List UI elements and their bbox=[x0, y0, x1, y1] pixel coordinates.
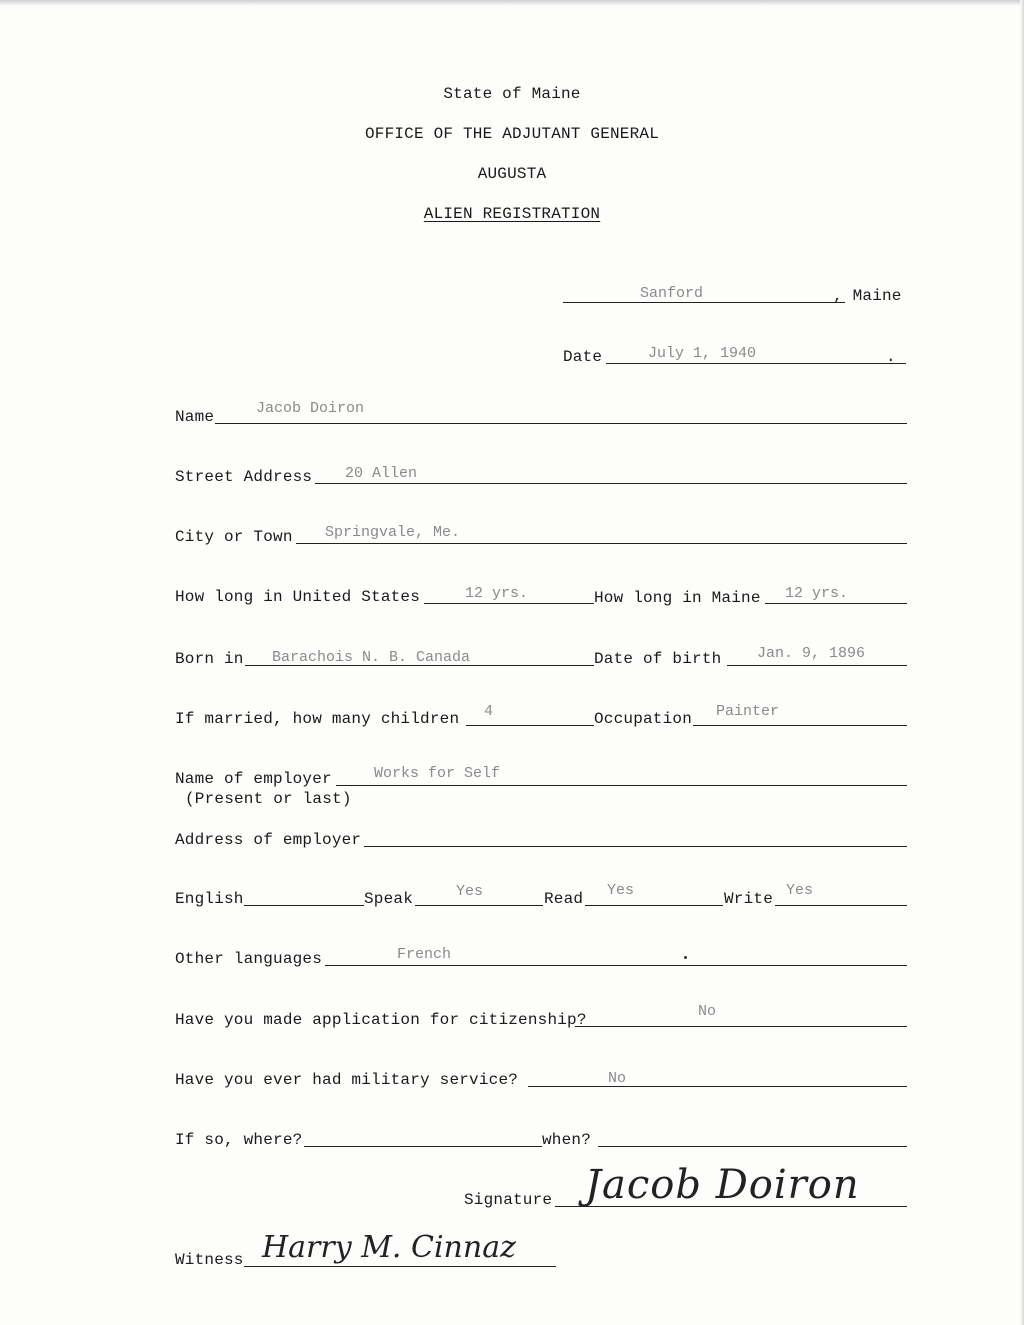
signature-label: Signature bbox=[464, 1191, 553, 1209]
where-line bbox=[304, 1146, 542, 1147]
employer-value: Works for Self bbox=[374, 765, 501, 782]
other-languages-value: French bbox=[397, 946, 452, 963]
name-value: Jacob Doiron bbox=[256, 400, 365, 417]
city-label: City or Town bbox=[175, 528, 293, 546]
us-duration-value: 12 yrs. bbox=[465, 585, 529, 602]
employer-address-label: Address of employer bbox=[175, 831, 362, 849]
us-duration-label: How long in United States bbox=[175, 588, 421, 606]
town-value: Sanford bbox=[640, 285, 704, 302]
city-value: Springvale, Me. bbox=[325, 524, 461, 541]
children-label: If married, how many children bbox=[175, 710, 460, 728]
citizenship-label: Have you made application for citizenship? bbox=[175, 1011, 587, 1029]
born-value: Barachois N. B. Canada bbox=[272, 649, 471, 666]
us-duration-line bbox=[424, 603, 594, 604]
dob-label: Date of birth bbox=[594, 650, 722, 668]
dob-value: Jan. 9, 1896 bbox=[757, 645, 866, 662]
children-value: 4 bbox=[484, 703, 494, 720]
date-end-period: . bbox=[886, 348, 896, 366]
employer-label: Name of employer bbox=[175, 770, 332, 788]
speak-line bbox=[415, 905, 543, 906]
read-label: Read bbox=[544, 890, 584, 908]
read-line bbox=[585, 905, 723, 906]
other-languages-line bbox=[325, 965, 907, 966]
born-label: Born in bbox=[175, 650, 244, 668]
speak-label: Speak bbox=[364, 890, 414, 908]
military-value: No bbox=[608, 1070, 627, 1087]
scan-top-edge bbox=[0, 0, 1024, 6]
office-heading: OFFICE OF THE ADJUTANT GENERAL bbox=[364, 125, 660, 143]
write-label: Write bbox=[724, 890, 774, 908]
other-languages-label: Other languages bbox=[175, 950, 323, 968]
street-value: 20 Allen bbox=[345, 465, 418, 482]
maine-duration-line bbox=[765, 603, 907, 604]
children-line bbox=[466, 725, 594, 726]
city-line bbox=[296, 543, 907, 544]
witness-line bbox=[244, 1266, 556, 1267]
english-label: English bbox=[175, 890, 244, 908]
dob-line bbox=[727, 665, 907, 666]
where-label: If so, where? bbox=[175, 1131, 303, 1149]
scan-right-edge bbox=[1020, 0, 1024, 1325]
occupation-label: Occupation bbox=[594, 710, 693, 728]
citizenship-value: No bbox=[698, 1003, 717, 1020]
maine-duration-label: How long in Maine bbox=[594, 589, 761, 607]
read-value: Yes bbox=[607, 882, 635, 899]
speak-value: Yes bbox=[456, 883, 484, 900]
witness-label: Witness bbox=[175, 1251, 244, 1269]
when-line bbox=[598, 1146, 907, 1147]
stray-mark bbox=[684, 956, 687, 959]
form-title: ALIEN REGISTRATION bbox=[423, 205, 601, 223]
employer-sublabel: (Present or last) bbox=[185, 790, 352, 808]
state-heading: State of Maine bbox=[443, 85, 581, 103]
maine-duration-value: 12 yrs. bbox=[785, 585, 849, 602]
city-heading: AUGUSTA bbox=[477, 165, 547, 183]
name-line bbox=[215, 423, 907, 424]
name-label: Name bbox=[175, 408, 215, 426]
town-line bbox=[563, 302, 845, 303]
state-suffix: , Maine bbox=[833, 287, 902, 305]
occupation-value: Painter bbox=[716, 703, 780, 720]
street-label: Street Address bbox=[175, 468, 313, 486]
write-value: Yes bbox=[786, 882, 814, 899]
military-line bbox=[528, 1086, 907, 1087]
date-label: Date bbox=[563, 348, 603, 366]
date-value: July 1, 1940 bbox=[648, 345, 757, 362]
english-line bbox=[244, 905, 364, 906]
witness-handwritten: Harry M. Cinnaz bbox=[262, 1230, 516, 1265]
citizenship-line bbox=[575, 1026, 907, 1027]
employer-line bbox=[336, 785, 907, 786]
employer-address-line bbox=[364, 846, 907, 847]
date-line bbox=[606, 363, 906, 364]
street-line bbox=[315, 483, 907, 484]
signature-handwritten: Jacob Doiron bbox=[585, 1162, 860, 1208]
when-label: when? bbox=[542, 1131, 592, 1149]
write-line bbox=[775, 905, 907, 906]
military-label: Have you ever had military service? bbox=[175, 1071, 519, 1089]
occupation-line bbox=[693, 725, 907, 726]
